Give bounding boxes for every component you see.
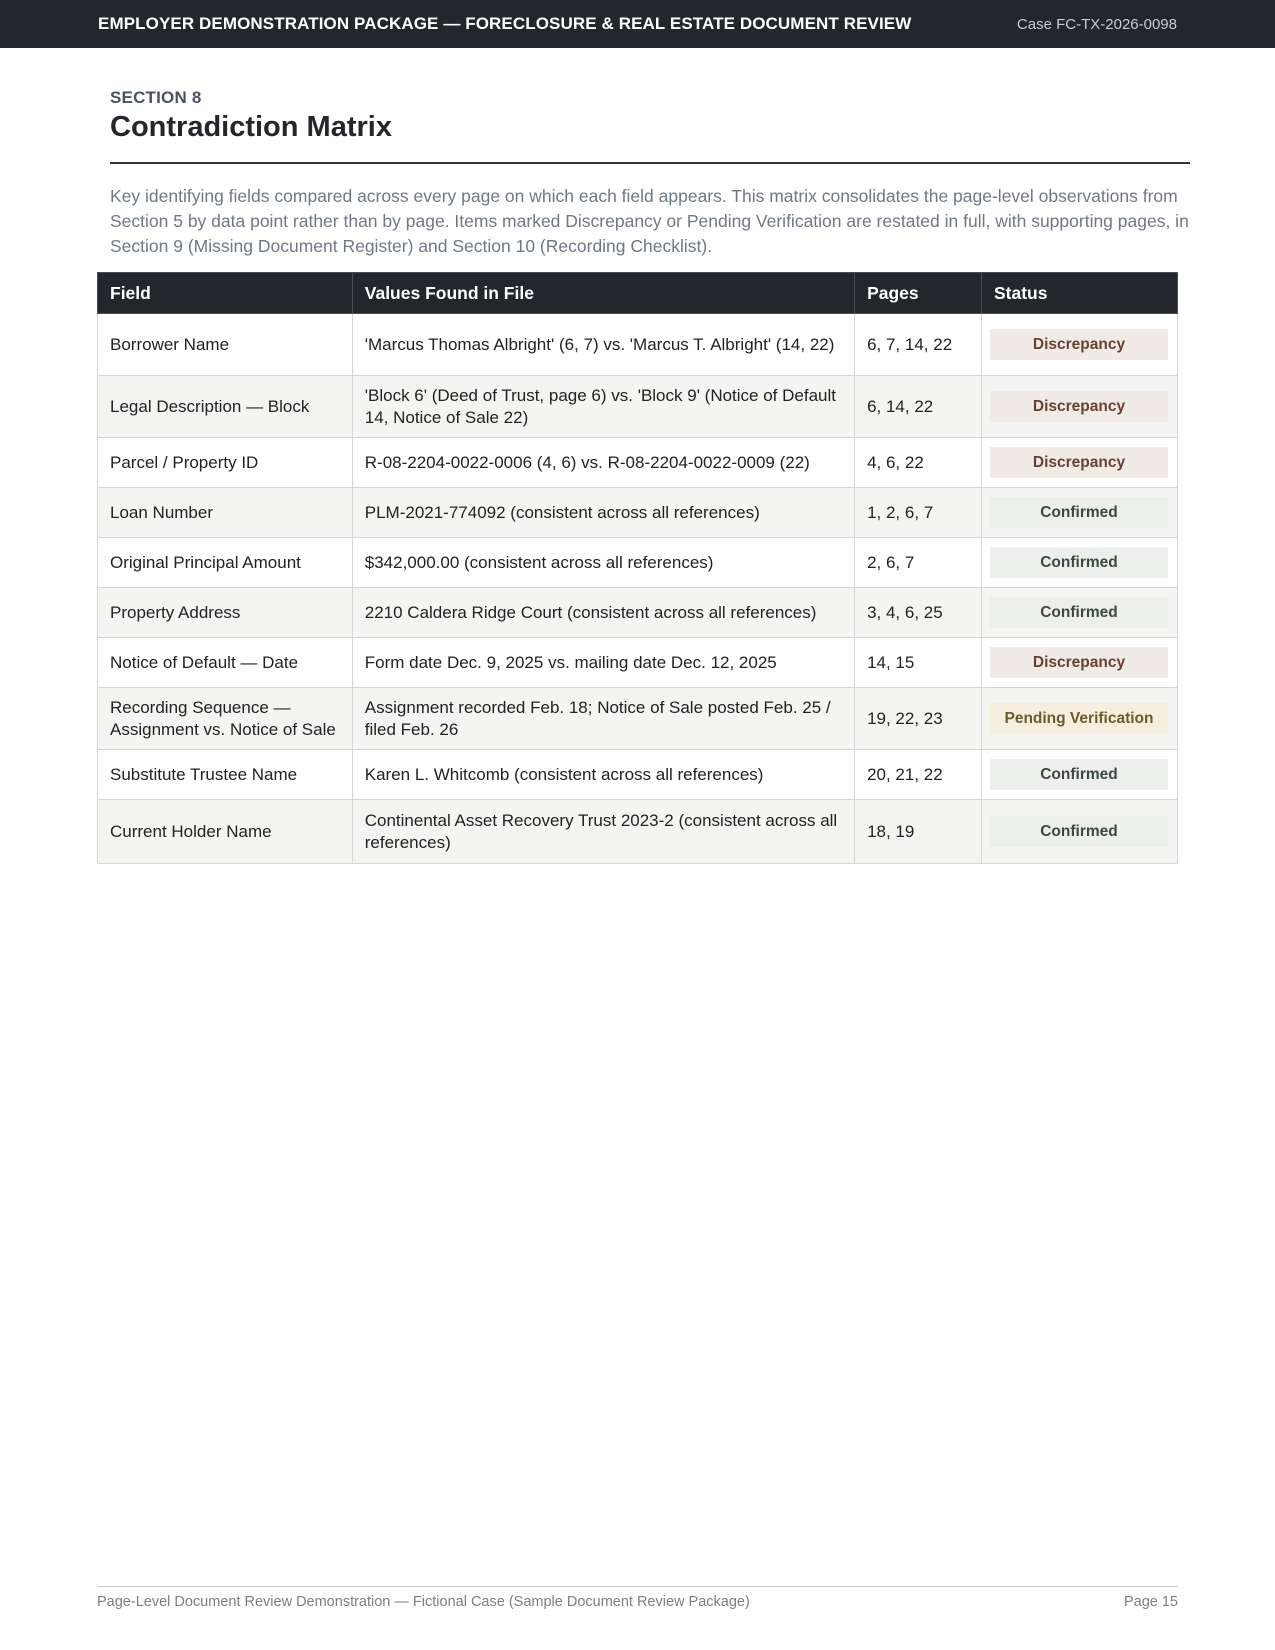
values-cell: 2210 Caldera Ridge Court (consistent across all references) bbox=[352, 588, 854, 638]
values-cell: Continental Asset Recovery Trust 2023-2 (consistent across all references) bbox=[352, 800, 854, 864]
values-cell: 'Marcus Thomas Albright' (6, 7) vs. 'Marcus T. Albright' (14, 22) bbox=[352, 314, 854, 376]
pages-cell: 6, 14, 22 bbox=[855, 376, 982, 438]
case-id: Case FC-TX-2026-0098 bbox=[1016, 15, 1177, 33]
status-badge: Confirmed bbox=[990, 759, 1168, 790]
field-cell: Original Principal Amount bbox=[98, 538, 353, 588]
pages-cell: 14, 15 bbox=[855, 638, 982, 688]
field-cell: Recording Sequence — Assignment vs. Notice of Sale bbox=[98, 688, 353, 750]
header-values: Values Found in File bbox=[352, 273, 854, 314]
table-row bbox=[98, 750, 1178, 800]
values-cell: PLM-2021-774092 (consistent across all references) bbox=[352, 488, 854, 538]
header-status: Status bbox=[981, 273, 1177, 314]
status-badge: Confirmed bbox=[990, 816, 1168, 847]
section-divider bbox=[110, 162, 1190, 164]
status-cell bbox=[981, 438, 1177, 488]
table-row bbox=[98, 438, 1178, 488]
pages-cell: 1, 2, 6, 7 bbox=[855, 488, 982, 538]
table-row bbox=[98, 800, 1178, 864]
page-number: Page 15 bbox=[1123, 1594, 1178, 1610]
pages-cell: 19, 22, 23 bbox=[855, 688, 982, 750]
status-badge: Confirmed bbox=[990, 547, 1168, 578]
package-header-bar bbox=[0, 0, 1275, 48]
table-row bbox=[98, 314, 1178, 376]
pages-cell: 3, 4, 6, 25 bbox=[855, 588, 982, 638]
table-row bbox=[98, 538, 1178, 588]
footer-divider bbox=[97, 1586, 1178, 1587]
table-row bbox=[98, 588, 1178, 638]
status-cell bbox=[981, 488, 1177, 538]
table-row bbox=[98, 688, 1178, 750]
section-intro: Key identifying fields compared across every page on which each field appears. This matrix consolidates the page-level observations from Section 5 by data point rather than by page. Items marked Discrepancy or Pending Verification are restated in full, with supporting pages, in Section 9 (Missing Document Register) and Section 10 (Recording Checklist). bbox=[110, 186, 1189, 256]
section-label: SECTION 8 bbox=[110, 88, 202, 107]
footer-description: Page-Level Document Review Demonstration — Fictional Case (Sample Document Review Package) bbox=[97, 1594, 750, 1610]
section-header bbox=[110, 88, 1190, 144]
section-title: Contradiction Matrix bbox=[110, 111, 392, 143]
pages-cell: 6, 7, 14, 22 bbox=[855, 314, 982, 376]
status-cell bbox=[981, 538, 1177, 588]
page-footer bbox=[97, 1594, 1178, 1610]
pages-cell: 20, 21, 22 bbox=[855, 750, 982, 800]
pages-cell: 2, 6, 7 bbox=[855, 538, 982, 588]
status-badge: Confirmed bbox=[990, 497, 1168, 528]
status-badge: Discrepancy bbox=[990, 647, 1168, 678]
values-cell: 'Block 6' (Deed of Trust, page 6) vs. 'Block 9' (Notice of Default 14, Notice of Sale 22) bbox=[352, 376, 854, 438]
field-cell: Property Address bbox=[98, 588, 353, 638]
header-pages: Pages bbox=[855, 273, 982, 314]
field-cell: Current Holder Name bbox=[98, 800, 353, 864]
header-field: Field bbox=[98, 273, 353, 314]
values-cell: R-08-2204-0022-0006 (4, 6) vs. R-08-2204-0022-0009 (22) bbox=[352, 438, 854, 488]
table-row bbox=[98, 638, 1178, 688]
pages-cell: 4, 6, 22 bbox=[855, 438, 982, 488]
status-cell bbox=[981, 688, 1177, 750]
status-badge: Discrepancy bbox=[990, 329, 1168, 360]
status-badge: Pending Verification bbox=[990, 703, 1168, 734]
table-header-row bbox=[98, 273, 1178, 314]
status-badge: Discrepancy bbox=[990, 447, 1168, 478]
package-title: EMPLOYER DEMONSTRATION PACKAGE — FORECLOSURE & REAL ESTATE DOCUMENT REVIEW bbox=[98, 14, 912, 33]
field-cell: Substitute Trustee Name bbox=[98, 750, 353, 800]
field-cell: Loan Number bbox=[98, 488, 353, 538]
status-cell bbox=[981, 800, 1177, 864]
status-cell bbox=[981, 750, 1177, 800]
field-cell: Borrower Name bbox=[98, 314, 353, 376]
status-badge: Discrepancy bbox=[990, 391, 1168, 422]
table-row bbox=[98, 376, 1178, 438]
status-cell bbox=[981, 638, 1177, 688]
status-badge: Confirmed bbox=[990, 597, 1168, 628]
values-cell: Karen L. Whitcomb (consistent across all references) bbox=[352, 750, 854, 800]
pages-cell: 18, 19 bbox=[855, 800, 982, 864]
values-cell: $342,000.00 (consistent across all references) bbox=[352, 538, 854, 588]
contradiction-matrix-table bbox=[97, 272, 1178, 864]
field-cell: Parcel / Property ID bbox=[98, 438, 353, 488]
field-cell: Notice of Default — Date bbox=[98, 638, 353, 688]
table-body bbox=[98, 314, 1178, 864]
values-cell: Assignment recorded Feb. 18; Notice of Sale posted Feb. 25 / filed Feb. 26 bbox=[352, 688, 854, 750]
status-cell bbox=[981, 314, 1177, 376]
status-cell bbox=[981, 376, 1177, 438]
table-row bbox=[98, 488, 1178, 538]
status-cell bbox=[981, 588, 1177, 638]
field-cell: Legal Description — Block bbox=[98, 376, 353, 438]
values-cell: Form date Dec. 9, 2025 vs. mailing date Dec. 12, 2025 bbox=[352, 638, 854, 688]
